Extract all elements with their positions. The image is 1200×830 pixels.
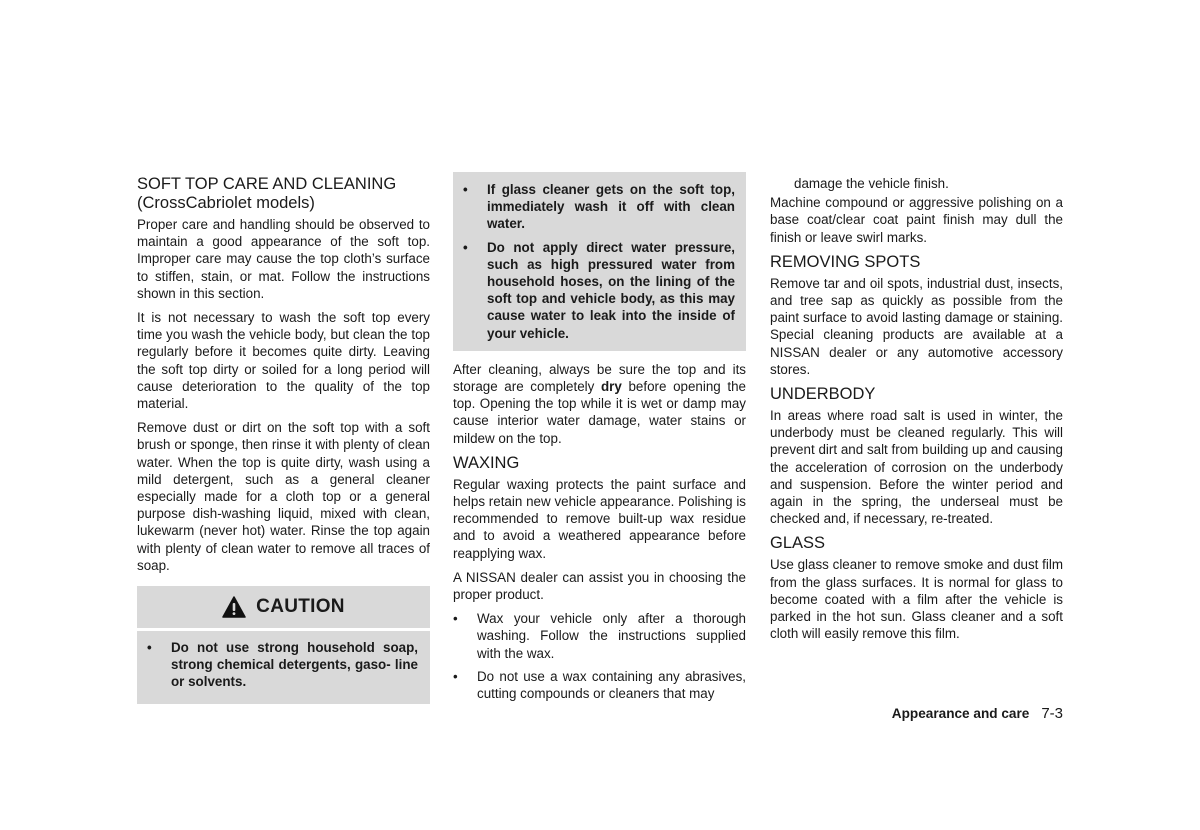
underbody-paragraph: In areas where road salt is used in winter, the underbody must be cleaned regularly. This will prevent dirt and salt from building up and causing the acceleration of corrosion on the underbody and suspension. Before the winter period and again in the spring, the underseal must be checked and, if necessary, re-treated. <box>770 408 1063 527</box>
after-cleaning-text-2: before opening the top. Opening the top while it is wet or damp may cause interior water damage, water stains or mildew on the top. <box>453 379 746 446</box>
caution-box-continued <box>453 172 746 351</box>
caution-box <box>137 631 430 704</box>
soft-top-paragraph-1: Proper care and handling should be observed to maintain a good appearance of the soft top. Improper care may cause the top cloth’s surface to stiffen, stain, or mat. Follow the instructions shown in this section. <box>137 217 430 301</box>
caution-header <box>137 586 430 628</box>
after-cleaning-paragraph <box>453 361 746 447</box>
soft-top-paragraph-2: It is not necessary to wash the soft top every time you wash the vehicle body, but clean the top regularly before it becomes quite dirty. Leaving the soft top dirty or soiled for a long period will cause deterioration to the quality of the top material. <box>137 310 430 412</box>
waxing-paragraph-2: A NISSAN dealer can assist you in choosing the proper product. <box>453 569 746 603</box>
underbody-heading: UNDERBODY <box>770 385 876 404</box>
column-2 <box>453 172 746 704</box>
glass-heading: GLASS <box>770 534 826 553</box>
soft-top-subheading: (CrossCabriolet models) <box>137 194 315 212</box>
waxing-bullet: • Wax your vehicle only after a thorough washing. Follow the instructions supplied with the wax. <box>453 610 746 662</box>
waxing-paragraph-1: Regular waxing protects the paint surface and helps retain new vehicle appearance. Polishing is recommended to remove built-up wax residue and to avoid a weathered appearance before reapplying wax. <box>453 476 746 561</box>
continued-text: damage the vehicle finish. <box>794 176 949 191</box>
column-1 <box>137 175 430 704</box>
polishing-paragraph: Machine compound or aggressive polishing on a base coat/clear coat paint finish may dull the finish or leave swirl marks. <box>770 195 1063 245</box>
after-cleaning-text-1: After cleaning, always be sure the top and its storage are completely <box>453 361 746 395</box>
caution-item: • Do not apply direct water pressure, such as high pressured water from household hoses, on the lining of the soft top and vehicle body, as this may cause water to leak into the inside of your vehicle. <box>463 239 735 342</box>
warning-triangle-icon <box>222 596 246 618</box>
waxing-bullet: • Do not use a wax containing any abrasives, cutting compounds or cleaners that may <box>453 668 746 702</box>
caution-label: CAUTION <box>256 596 345 618</box>
dry-emphasis: dry <box>600 379 622 395</box>
caution-item: • Do not use strong household soap, strong chemical detergents, gaso- line or solvents. <box>147 639 418 691</box>
soft-top-paragraph-3: Remove dust or dirt on the soft top with a soft brush or sponge, then rinse it with plenty of clean water. When the top is quite dirty, wash using a mild detergent, such as a general cleaner especially made for a cloth top or a general purpose dish-washing liquid, mixed with clean, lukewarm (never hot) water. Rinse the top again with plenty of clean water to remove all traces of soap. <box>137 420 430 573</box>
footer-section-title: Appearance and care <box>891 706 1030 721</box>
page-footer <box>820 705 1063 722</box>
removing-spots-paragraph: Remove tar and oil spots, industrial dust, insects, and tree sap as quickly as possible from the paint surface to avoid lasting damage or staining. Special cleaning products are available at a NISSAN dealer or any automotive accessory stores. <box>770 275 1063 377</box>
column-3 <box>770 175 1063 649</box>
removing-spots-heading: REMOVING SPOTS <box>770 252 921 271</box>
glass-paragraph: Use glass cleaner to remove smoke and dust film from the glass surfaces. It is normal for glass to become coated with a film after the vehicle is parked in the hot sun. Glass cleaner and a soft cloth will easily remove this film. <box>770 557 1063 642</box>
section-heading-soft-top <box>137 175 430 213</box>
caution-item: • If glass cleaner gets on the soft top, immediately wash it off with clean water. <box>463 181 735 233</box>
page-number: 7-3 <box>1041 705 1063 722</box>
waxing-heading: WAXING <box>453 453 520 472</box>
soft-top-heading: SOFT TOP CARE AND CLEANING <box>137 175 397 193</box>
